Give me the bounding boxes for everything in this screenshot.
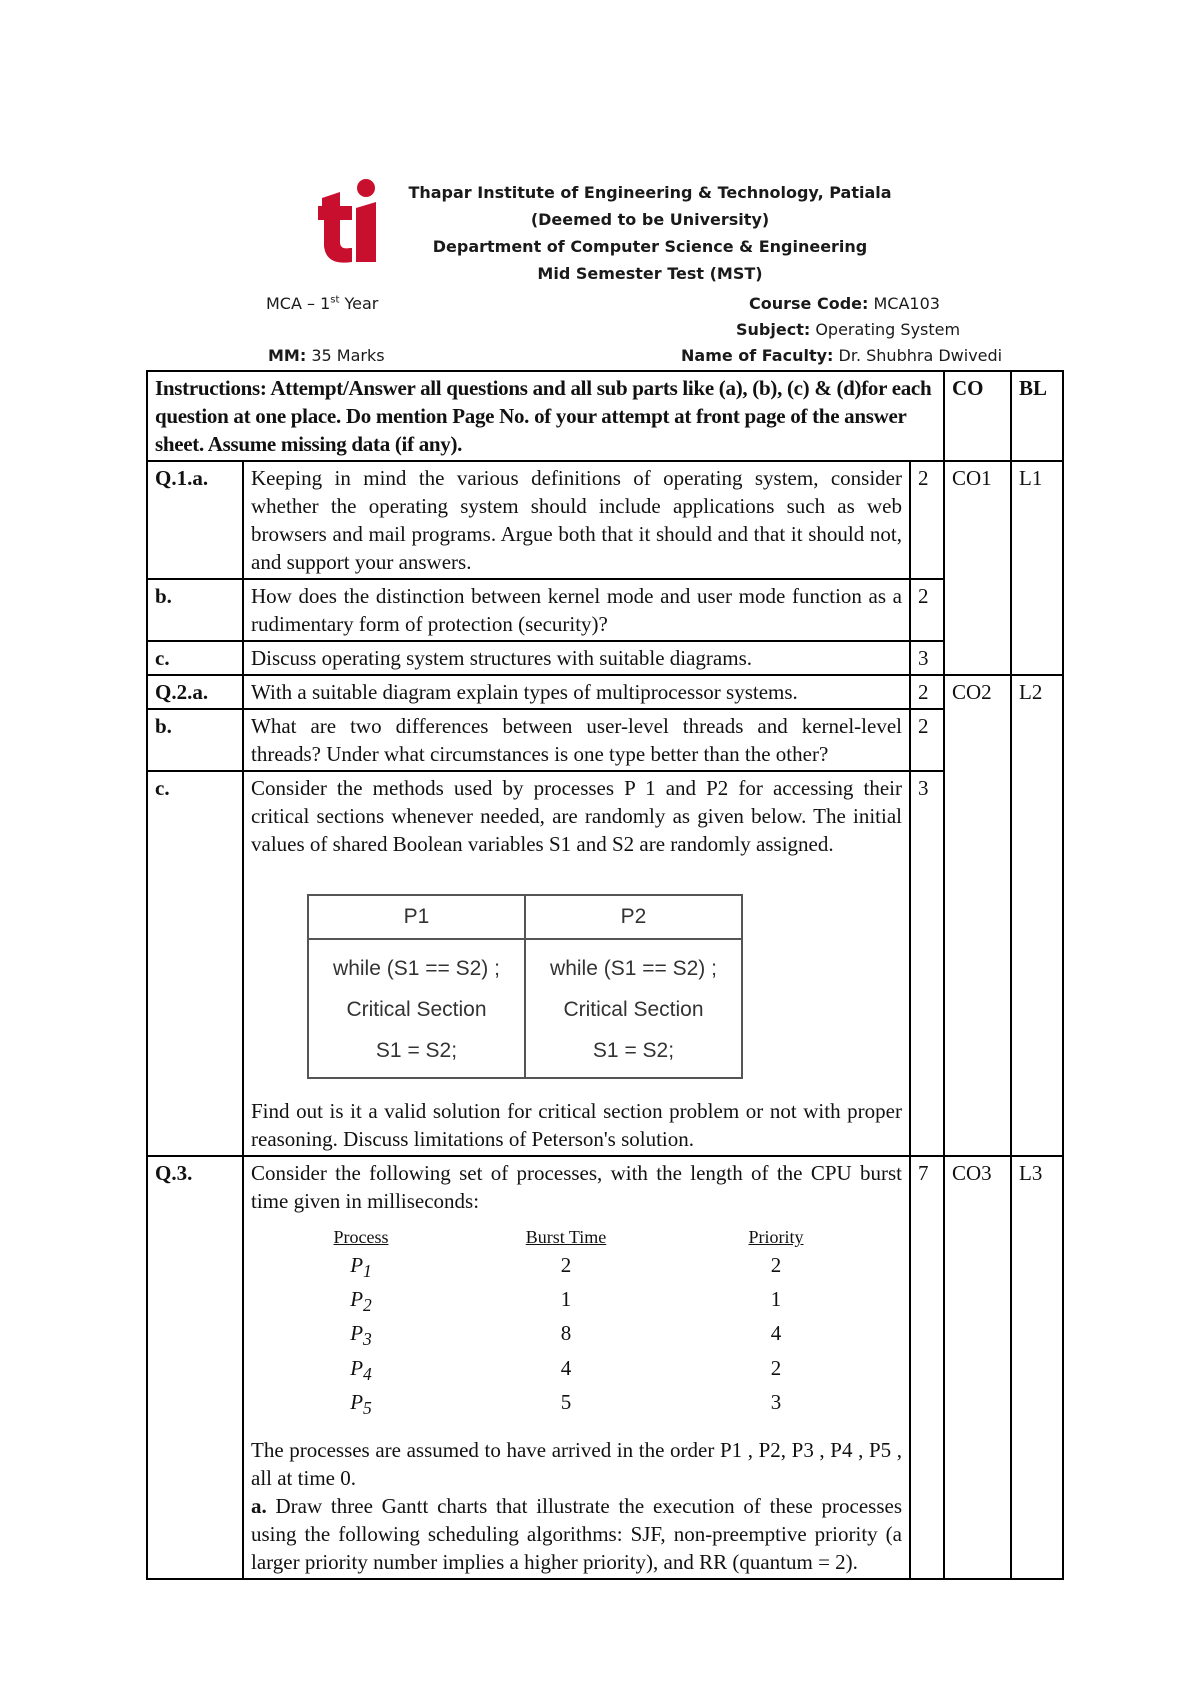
process-name: $P_3$ bbox=[350, 1321, 372, 1350]
question-marks: 2 bbox=[910, 675, 944, 709]
question-number: b. bbox=[147, 579, 243, 641]
question-text: Keeping in mind the various definitions of operating system, consider whether the operating system should include applications such as web browsers and mail programs. Argue both that it should and that it should not, and support your answers. bbox=[243, 461, 910, 579]
question-number: c. bbox=[147, 641, 243, 675]
priority-header: Priority bbox=[748, 1227, 804, 1247]
process-name: $P_2$ bbox=[350, 1287, 372, 1316]
priority: 1 bbox=[770, 1287, 782, 1312]
burst-time: 8 bbox=[560, 1321, 572, 1346]
p2-code bbox=[525, 939, 742, 1078]
process-row bbox=[311, 1319, 831, 1353]
question-number: Q.2.a. bbox=[147, 675, 243, 709]
p1-header: P1 bbox=[308, 895, 525, 939]
question-subpart: a. Draw three Gantt charts that illustrate the execution of these processes using the following scheduling algorithms: SJF, non-preemptive priority (a larger priority number implies a higher priority), and RR (quantum = 2). bbox=[251, 1493, 902, 1574]
process-row bbox=[311, 1354, 831, 1388]
burst-time: 4 bbox=[560, 1355, 572, 1380]
burst-time: 5 bbox=[560, 1389, 572, 1414]
question-row bbox=[147, 461, 1063, 579]
question-row bbox=[147, 675, 1063, 709]
question-text: How does the distinction between kernel mode and user mode function as a rudimentary form of protection (security)? bbox=[243, 579, 910, 641]
institute-logo bbox=[318, 178, 378, 264]
process-row bbox=[311, 1285, 831, 1319]
program-year: MCA – 1st Year bbox=[266, 294, 379, 313]
process-table bbox=[311, 1223, 831, 1422]
question-number: c. bbox=[147, 771, 243, 1156]
code-line: Critical Section bbox=[563, 998, 704, 1021]
p1-code bbox=[308, 939, 525, 1078]
burst-time: 1 bbox=[560, 1287, 572, 1312]
question-text-arrival: The processes are assumed to have arrived in the order P1 , P2, P3 , P4 , P5 , all at time 0. bbox=[251, 1437, 902, 1490]
question-marks: 3 bbox=[910, 771, 944, 1156]
question-row bbox=[147, 771, 1063, 1156]
course-outcome: CO1 bbox=[944, 461, 1011, 675]
course-outcome: CO2 bbox=[944, 675, 1011, 1156]
priority: 2 bbox=[770, 1355, 782, 1380]
bloom-level: L2 bbox=[1011, 675, 1063, 1156]
critical-section-code-table bbox=[307, 894, 743, 1079]
question-row bbox=[147, 1156, 1063, 1579]
question-marks: 3 bbox=[910, 641, 944, 675]
process-header: Process bbox=[333, 1227, 389, 1247]
process-name: $P_5$ bbox=[350, 1389, 372, 1418]
question-text: Consider the methods used by processes P 1 and P2 for accessing their critical sections whenever needed, are randomly as given below. The initial values of shared Boolean variables S1 and S2 are randomly assigned. bbox=[251, 776, 902, 856]
question-row bbox=[147, 641, 1063, 675]
max-marks: MM: 35 Marks bbox=[268, 346, 385, 365]
question-marks: 7 bbox=[910, 1156, 944, 1579]
question-table bbox=[146, 370, 1064, 1580]
priority: 3 bbox=[770, 1389, 782, 1414]
exam-title: Mid Semester Test (MST) bbox=[537, 264, 763, 283]
bl-header: BL bbox=[1011, 371, 1063, 461]
bloom-level: L1 bbox=[1011, 461, 1063, 675]
question-marks: 2 bbox=[910, 579, 944, 641]
question-text: With a suitable diagram explain types of multiprocessor systems. bbox=[243, 675, 910, 709]
institute-name: Thapar Institute of Engineering & Technology, Patiala bbox=[408, 183, 892, 202]
question-number: Q.1.a. bbox=[147, 461, 243, 579]
process-row bbox=[311, 1251, 831, 1285]
question-marks: 2 bbox=[910, 709, 944, 771]
question-text-followup: Find out is it a valid solution for critical section problem or not with proper reasoning. Discuss limitations of Peterson's solution. bbox=[251, 1099, 902, 1151]
process-row bbox=[311, 1388, 831, 1422]
course-outcome: CO3 bbox=[944, 1156, 1011, 1579]
bloom-level: L3 bbox=[1011, 1156, 1063, 1579]
faculty-name: Name of Faculty: Dr. Shubhra Dwivedi bbox=[681, 346, 1003, 365]
question-row bbox=[147, 579, 1063, 641]
deemed-university: (Deemed to be University) bbox=[530, 210, 770, 229]
department-name: Department of Computer Science & Engineering bbox=[432, 237, 868, 256]
question-text: Discuss operating system structures with suitable diagrams. bbox=[243, 641, 910, 675]
p2-header: P2 bbox=[525, 895, 742, 939]
question-text: Consider the following set of processes, with the length of the CPU burst time given in milliseconds: bbox=[251, 1161, 902, 1213]
burst-time: 2 bbox=[560, 1253, 572, 1277]
priority: 2 bbox=[770, 1253, 782, 1277]
process-name: $P_4$ bbox=[350, 1355, 372, 1384]
code-line: while (S1 == S2) ; bbox=[333, 957, 500, 980]
question-number: b. bbox=[147, 709, 243, 771]
question-text-block bbox=[243, 771, 910, 1156]
subject: Subject: Operating System bbox=[736, 320, 961, 339]
priority: 4 bbox=[770, 1321, 782, 1346]
question-row bbox=[147, 709, 1063, 771]
question-number: Q.3. bbox=[147, 1156, 243, 1579]
code-line: while (S1 == S2) ; bbox=[550, 957, 717, 980]
code-line: Critical Section bbox=[346, 998, 487, 1021]
code-line: S1 = S2; bbox=[375, 1039, 458, 1062]
process-name: $P_1$ bbox=[350, 1253, 372, 1282]
question-text-block bbox=[243, 1156, 910, 1579]
co-header: CO bbox=[944, 371, 1011, 461]
question-marks: 2 bbox=[910, 461, 944, 579]
instructions-text: Instructions: Attempt/Answer all questions and all sub parts like (a), (b), (c) & (d)for each question at one place. Do mention Page No. of your attempt at front page of the answer sheet. Assume missing data (if any). bbox=[147, 371, 944, 461]
course-code: Course Code: MCA103 bbox=[749, 294, 940, 313]
burst-time-header: Burst Time bbox=[525, 1227, 607, 1247]
question-text: What are two differences between user-level threads and kernel-level threads? Under what circumstances is one type better than the other? bbox=[243, 709, 910, 771]
instructions-row bbox=[147, 371, 1063, 461]
code-line: S1 = S2; bbox=[592, 1039, 675, 1062]
